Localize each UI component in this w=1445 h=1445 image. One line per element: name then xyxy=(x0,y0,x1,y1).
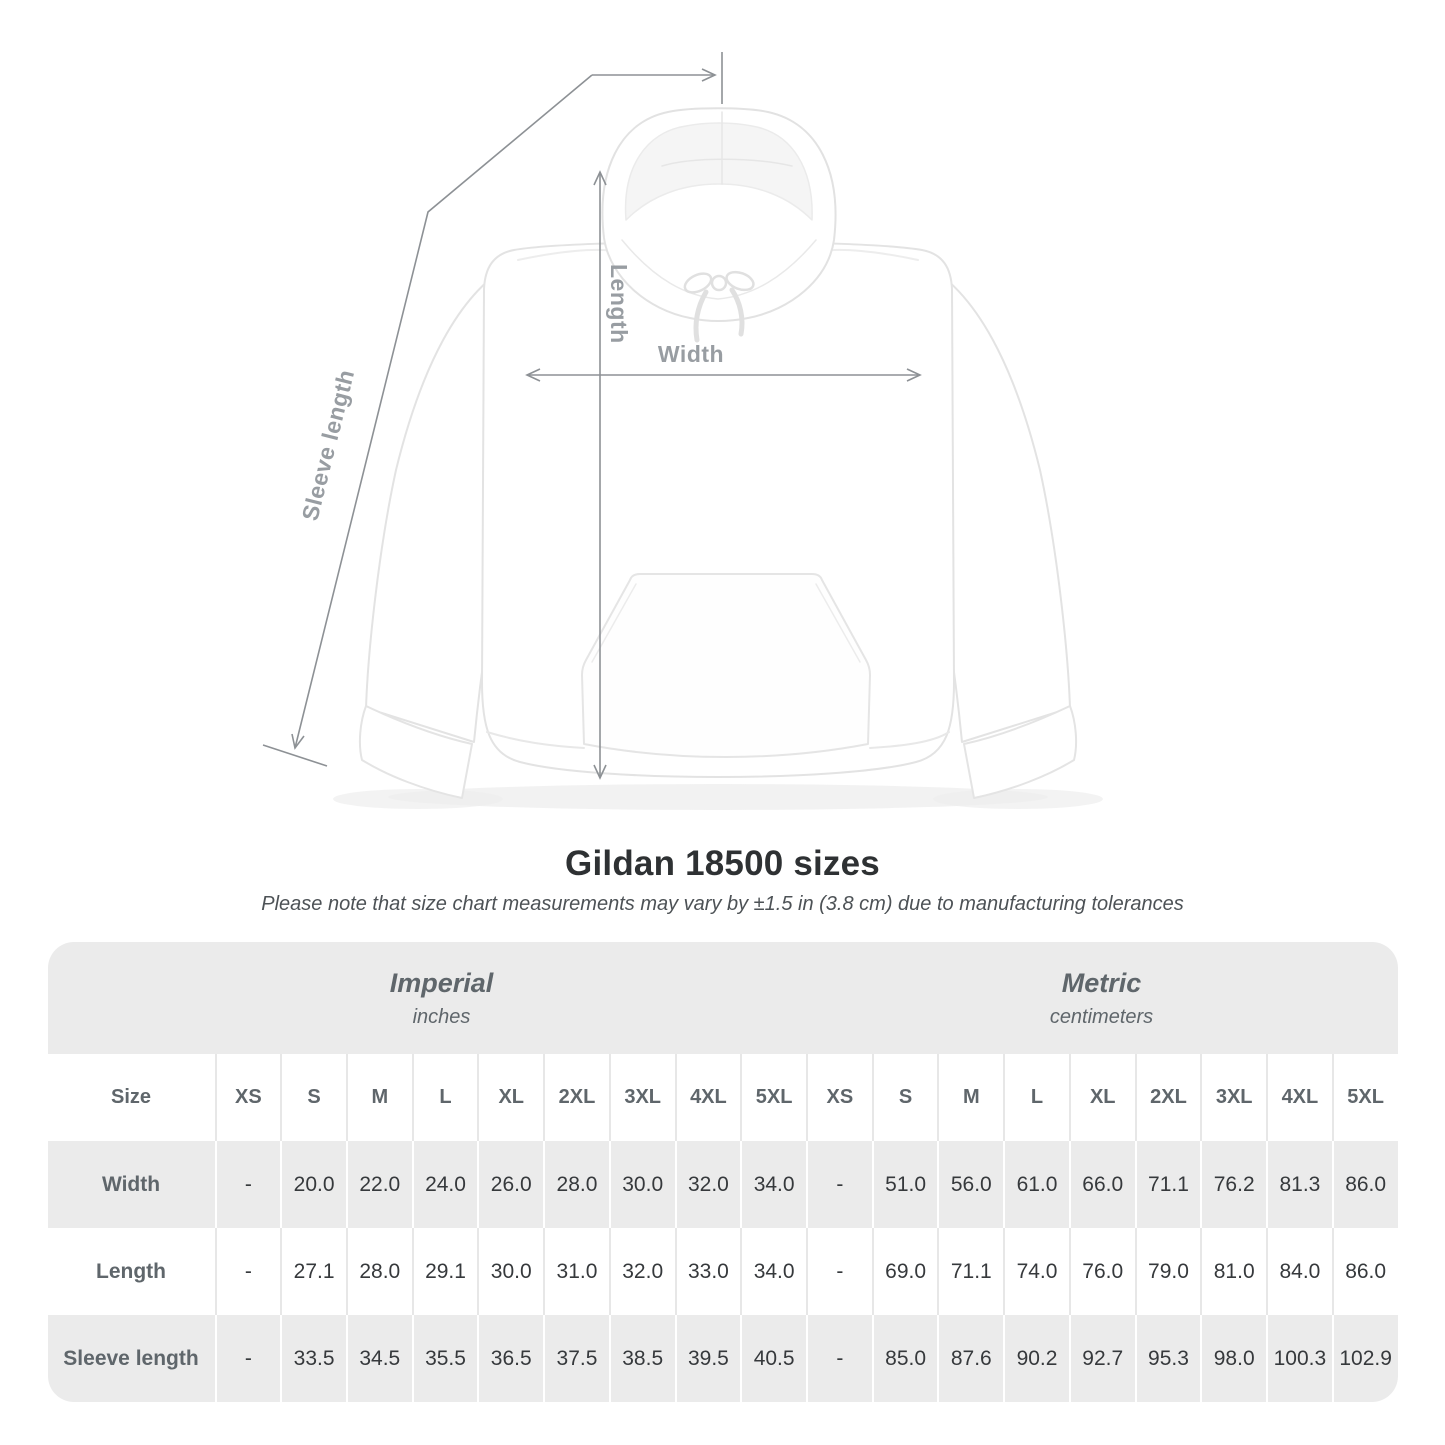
table-cell: 36.5 xyxy=(477,1315,543,1402)
table-cell: 20.0 xyxy=(280,1141,346,1228)
table-row-length xyxy=(48,1228,1398,1315)
table-cell: - xyxy=(215,1315,281,1402)
size-header-metric-3xl: 3XL xyxy=(1200,1054,1266,1141)
row-label-length: Length xyxy=(96,1259,166,1283)
table-cell: 85.0 xyxy=(872,1315,938,1402)
size-header-imperial-xs: XS xyxy=(215,1054,281,1141)
size-header-metric-xl: XL xyxy=(1069,1054,1135,1141)
table-cell: 24.0 xyxy=(412,1141,478,1228)
table-cell: - xyxy=(215,1141,281,1228)
table-cell: 51.0 xyxy=(872,1141,938,1228)
table-cell: 61.0 xyxy=(1003,1141,1069,1228)
table-cell: 32.0 xyxy=(675,1141,741,1228)
table-cell: 92.7 xyxy=(1069,1315,1135,1402)
table-cell: 31.0 xyxy=(543,1228,609,1315)
table-cell: 32.0 xyxy=(609,1228,675,1315)
table-row-sleeve-length xyxy=(48,1315,1398,1402)
size-header-row xyxy=(48,1054,1398,1141)
size-header-imperial-l: L xyxy=(412,1054,478,1141)
table-row-width xyxy=(48,1141,1398,1228)
table-cell: 30.0 xyxy=(477,1228,543,1315)
hoodie-illustration xyxy=(360,108,1076,798)
table-cell: 100.3 xyxy=(1266,1315,1332,1402)
size-header-imperial-5xl: 5XL xyxy=(740,1054,806,1141)
table-cell: 39.5 xyxy=(675,1315,741,1402)
row-label-sleeve-length: Sleeve length xyxy=(63,1346,199,1370)
tolerance-note: Please note that size chart measurements may vary by ±1.5 in (3.8 cm) due to manufacturing tolerances xyxy=(261,893,1184,915)
table-cell: 79.0 xyxy=(1135,1228,1201,1315)
table-cell: 26.0 xyxy=(477,1141,543,1228)
table-cell: 71.1 xyxy=(1135,1141,1201,1228)
size-header-metric-5xl: 5XL xyxy=(1332,1054,1398,1141)
metric-group-name: Metric xyxy=(1061,967,1142,998)
table-cell: 84.0 xyxy=(1266,1228,1332,1315)
table-cell: 35.5 xyxy=(412,1315,478,1402)
table-cell: 33.5 xyxy=(280,1315,346,1402)
size-header-imperial-m: M xyxy=(346,1054,412,1141)
table-cell: 76.0 xyxy=(1069,1228,1135,1315)
table-cell: 87.6 xyxy=(937,1315,1003,1402)
table-cell: 74.0 xyxy=(1003,1228,1069,1315)
table-cell: - xyxy=(215,1228,281,1315)
table-cell: 34.5 xyxy=(346,1315,412,1402)
unit-group-header-row xyxy=(48,942,1398,1054)
size-header-metric-4xl: 4XL xyxy=(1266,1054,1332,1141)
size-header-metric-s: S xyxy=(872,1054,938,1141)
size-header-imperial-2xl: 2XL xyxy=(543,1054,609,1141)
table-cell: 37.5 xyxy=(543,1315,609,1402)
table-cell: - xyxy=(806,1315,872,1402)
table-cell: 81.3 xyxy=(1266,1141,1332,1228)
table-cell: 76.2 xyxy=(1200,1141,1266,1228)
imperial-group-unit: inches xyxy=(412,1005,471,1028)
size-header-metric-2xl: 2XL xyxy=(1135,1054,1201,1141)
size-header-imperial-s: S xyxy=(280,1054,346,1141)
table-cell: 29.1 xyxy=(412,1228,478,1315)
table-cell: 40.5 xyxy=(740,1315,806,1402)
table-cell: 90.2 xyxy=(1003,1315,1069,1402)
table-cell: - xyxy=(806,1141,872,1228)
table-cell: 69.0 xyxy=(872,1228,938,1315)
size-header-metric-xs: XS xyxy=(806,1054,872,1141)
length-measure-label: Length xyxy=(606,264,632,344)
size-column-header: Size xyxy=(110,1086,152,1108)
table-cell: 34.0 xyxy=(740,1228,806,1315)
imperial-group-header xyxy=(48,942,806,1054)
table-cell: - xyxy=(806,1228,872,1315)
table-cell: 102.9 xyxy=(1332,1315,1398,1402)
table-cell: 86.0 xyxy=(1332,1228,1398,1315)
table-cell: 81.0 xyxy=(1200,1228,1266,1315)
table-cell: 66.0 xyxy=(1069,1141,1135,1228)
size-header-metric-m: M xyxy=(937,1054,1003,1141)
metric-group-header xyxy=(806,942,1398,1054)
table-cell: 28.0 xyxy=(543,1141,609,1228)
table-cell: 33.0 xyxy=(675,1228,741,1315)
table-cell: 28.0 xyxy=(346,1228,412,1315)
table-cell: 86.0 xyxy=(1332,1141,1398,1228)
size-header-metric-l: L xyxy=(1003,1054,1069,1141)
sleeve-length-measure-label: Sleeve length xyxy=(296,366,360,524)
table-cell: 22.0 xyxy=(346,1141,412,1228)
size-header-imperial-3xl: 3XL xyxy=(609,1054,675,1141)
table-cell: 30.0 xyxy=(609,1141,675,1228)
table-cell: 95.3 xyxy=(1135,1315,1201,1402)
table-cell: 56.0 xyxy=(937,1141,1003,1228)
table-cell: 27.1 xyxy=(280,1228,346,1315)
imperial-group-name: Imperial xyxy=(389,967,494,998)
table-cell: 34.0 xyxy=(740,1141,806,1228)
table-cell: 38.5 xyxy=(609,1315,675,1402)
width-measure-label: Width xyxy=(657,341,725,367)
size-chart-table xyxy=(48,942,1398,1402)
page-title: Gildan 18500 sizes xyxy=(565,844,880,883)
metric-group-unit: centimeters xyxy=(1049,1005,1154,1028)
row-label-width: Width xyxy=(101,1172,161,1196)
table-cell: 98.0 xyxy=(1200,1315,1266,1402)
size-header-imperial-xl: XL xyxy=(477,1054,543,1141)
table-cell: 71.1 xyxy=(937,1228,1003,1315)
size-header-imperial-4xl: 4XL xyxy=(675,1054,741,1141)
